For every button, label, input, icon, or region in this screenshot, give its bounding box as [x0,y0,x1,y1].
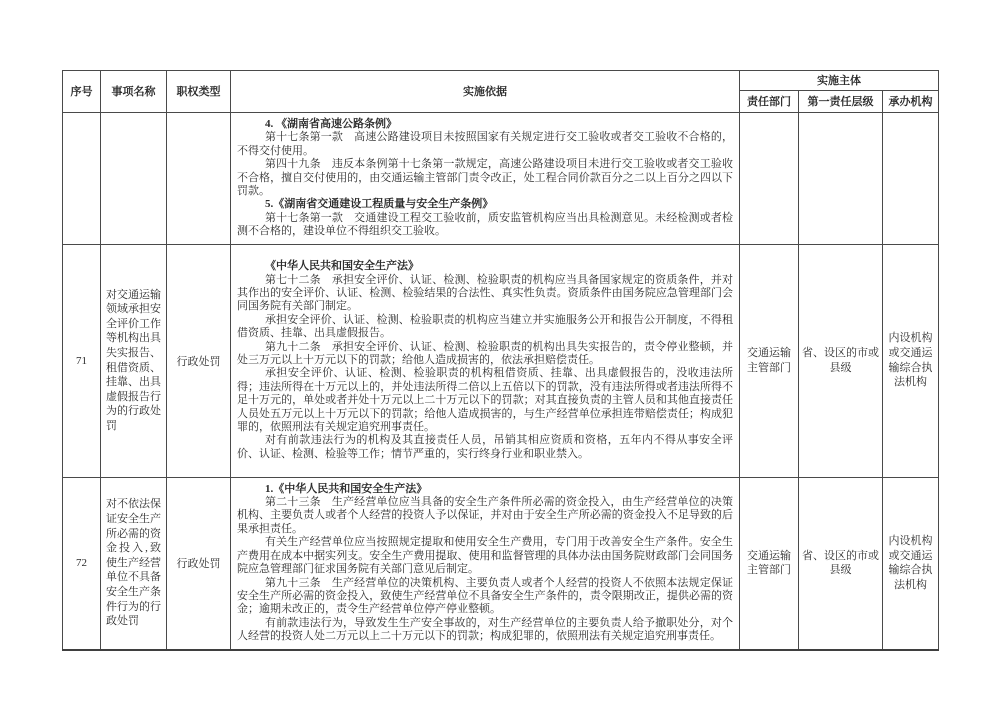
cell-legal-basis [231,244,740,477]
cell-authority-type: 行政处罚 [167,244,231,477]
cell-serial-number: 71 [63,244,101,477]
table-header [63,71,939,113]
cell-responsible-dept [740,113,799,245]
table-body [63,113,939,650]
legal-basis-title: 4. 《湖南省高速公路条例》 [265,118,397,130]
cell-handling-agency [883,113,939,245]
cell-handling-agency: 内设机构或交通运输综合执法机构 [883,244,939,477]
header-item-name: 事项名称 [101,71,167,113]
power-list-table [62,70,939,651]
cell-responsible-dept: 交通运输主管部门 [740,477,799,649]
cell-legal-basis [231,477,740,649]
table-row [63,244,939,477]
legal-basis-paragraph: 承担安全评价、认证、检测、检验职责的机构应当建立并实施服务公开和报告公开制度，不得租借资质、挂靠、出具虚假报告。 [237,313,733,340]
legal-basis-paragraph: 第九十三条 生产经营单位的决策机构、主要负责人或者个人经营的投资人不依照本法规定保证安全生产所必需的资金投入，致使生产经营单位不具备安全生产条件的，责令限期改正，提供必需的资金；逾期未改正的，责令生产经营单位停产停业整顿。 [237,576,733,616]
header-serial: 序号 [63,71,101,113]
legal-basis-paragraph: 有前款违法行为，导致发生生产安全事故的，对生产经营单位的主要负责人给予撤职处分，对个人经营的投资人处二万元以上二十万元以下的罚款；构成犯罪的，依照刑法有关规定追究刑事责任。 [237,616,733,643]
cell-first-level [799,113,883,245]
cell-item-name: 对交通运输领域承担安全评价工作等机构出具失实报告、租借资质、挂靠、出具虚假报告行为的行政处罚 [101,244,167,477]
legal-basis-paragraph: 第七十二条 承担安全评价、认证、检测、检验职责的机构应当具备国家规定的资质条件，并对其作出的安全评价、认证、检测、检验结果的合法性、真实性负责。资质条件由国务院应急管理部门会同国务院有关部门制定。 [237,273,733,313]
table-row [63,477,939,649]
cell-authority-type: 行政处罚 [167,477,231,649]
legal-basis-title: 1.《中华人民共和国安全生产法》 [265,482,428,495]
header-handling-agency: 承办机构 [883,91,939,113]
table-row [63,113,939,245]
legal-basis-paragraph: 第九十二条 承担安全评价、认证、检测、检验职责的机构出具失实报告的，责令停业整顿，并处三万元以上十万元以下的罚款；给他人造成损害的，依法承担赔偿责任。 [237,340,733,366]
cell-serial-number: 72 [63,477,101,649]
legal-basis-paragraph: 对有前款违法行为的机构及其直接责任人员，吊销其相应资质和资格，五年内不得从事安全评价、认证、检测、检验等工作；情节严重的，实行终身行业和职业禁入。 [237,434,733,460]
legal-basis-paragraph: 承担安全评价、认证、检测、检验职责的机构租借资质、挂靠、出具虚假报告的，没收违法所得；违法所得在十万元以上的，并处违法所得二倍以上五倍以下的罚款，没有违法所得或者违法所得不足十万元的，单处或者并处十万元以上二十万元以下的罚款；对其直接负责的主管人员和其他直接责任人员处五万元以上十万元以下的罚款；给他人造成损害的，与生产经营单位承担连带赔偿责任；构成犯罪的，依照刑法有关规定追究刑事责任。 [237,367,733,433]
header-first-level: 第一责任层级 [799,91,883,113]
legal-basis-paragraph: 第十七条第一款 高速公路建设项目未按照国家有关规定进行交工验收或者交工验收不合格的，不得交付使用。 [237,131,733,157]
header-authority-type: 职权类型 [167,71,231,113]
legal-basis-paragraph: 第十七条第一款 交通建设工程交工验收前，质安监管机构应当出具检测意见。未经检测或者检测不合格的，建设单位不得组织交工验收。 [237,211,733,238]
header-implement-subject: 实施主体 [740,71,939,91]
cell-item-name: 对不依法保证安全生产所必需的资金投入,致使生产经营单位不具备安全生产条件行为的行政处罚 [101,477,167,649]
cell-legal-basis [231,113,740,245]
header-legal-basis: 实施依据 [231,71,740,113]
cell-responsible-dept: 交通运输主管部门 [740,244,799,477]
cell-authority-type [167,113,231,245]
legal-basis-paragraph: 第二十三条 生产经营单位应当具备的安全生产条件所必需的资金投入，由生产经营单位的决策机构、主要负责人或者个人经营的投资人予以保证，并对由于安全生产所必需的资金投入不足导致的后果承担责任。 [237,496,733,535]
cell-serial-number [63,113,101,245]
cell-first-level: 省、设区的市或县级 [799,477,883,649]
legal-basis-title: 《中华人民共和国安全生产法》 [265,260,419,273]
cell-item-name [101,113,167,245]
cell-first-level: 省、设区的市或县级 [799,244,883,477]
legal-basis-title: 5.《湖南省交通建设工程质量与安全生产条例》 [265,198,494,211]
header-responsible-dept: 责任部门 [740,91,799,113]
cell-handling-agency: 内设机构或交通运输综合执法机构 [883,477,939,649]
legal-basis-paragraph: 有关生产经营单位应当按照规定提取和使用安全生产费用，专门用于改善安全生产条件。安全生产费用在成本中据实列支。安全生产费用提取、使用和监督管理的具体办法由国务院财政部门会同国务院应急管理部门征求国务院有关部门意见后制定。 [237,536,733,576]
legal-basis-paragraph: 第四十九条 违反本条例第十七条第一款规定，高速公路建设项目未进行交工验收或者交工验收不合格，擅自交付使用的，由交通运输主管部门责令改正，处工程合同价款百分之二以上百分之四以下罚款。 [237,158,733,198]
